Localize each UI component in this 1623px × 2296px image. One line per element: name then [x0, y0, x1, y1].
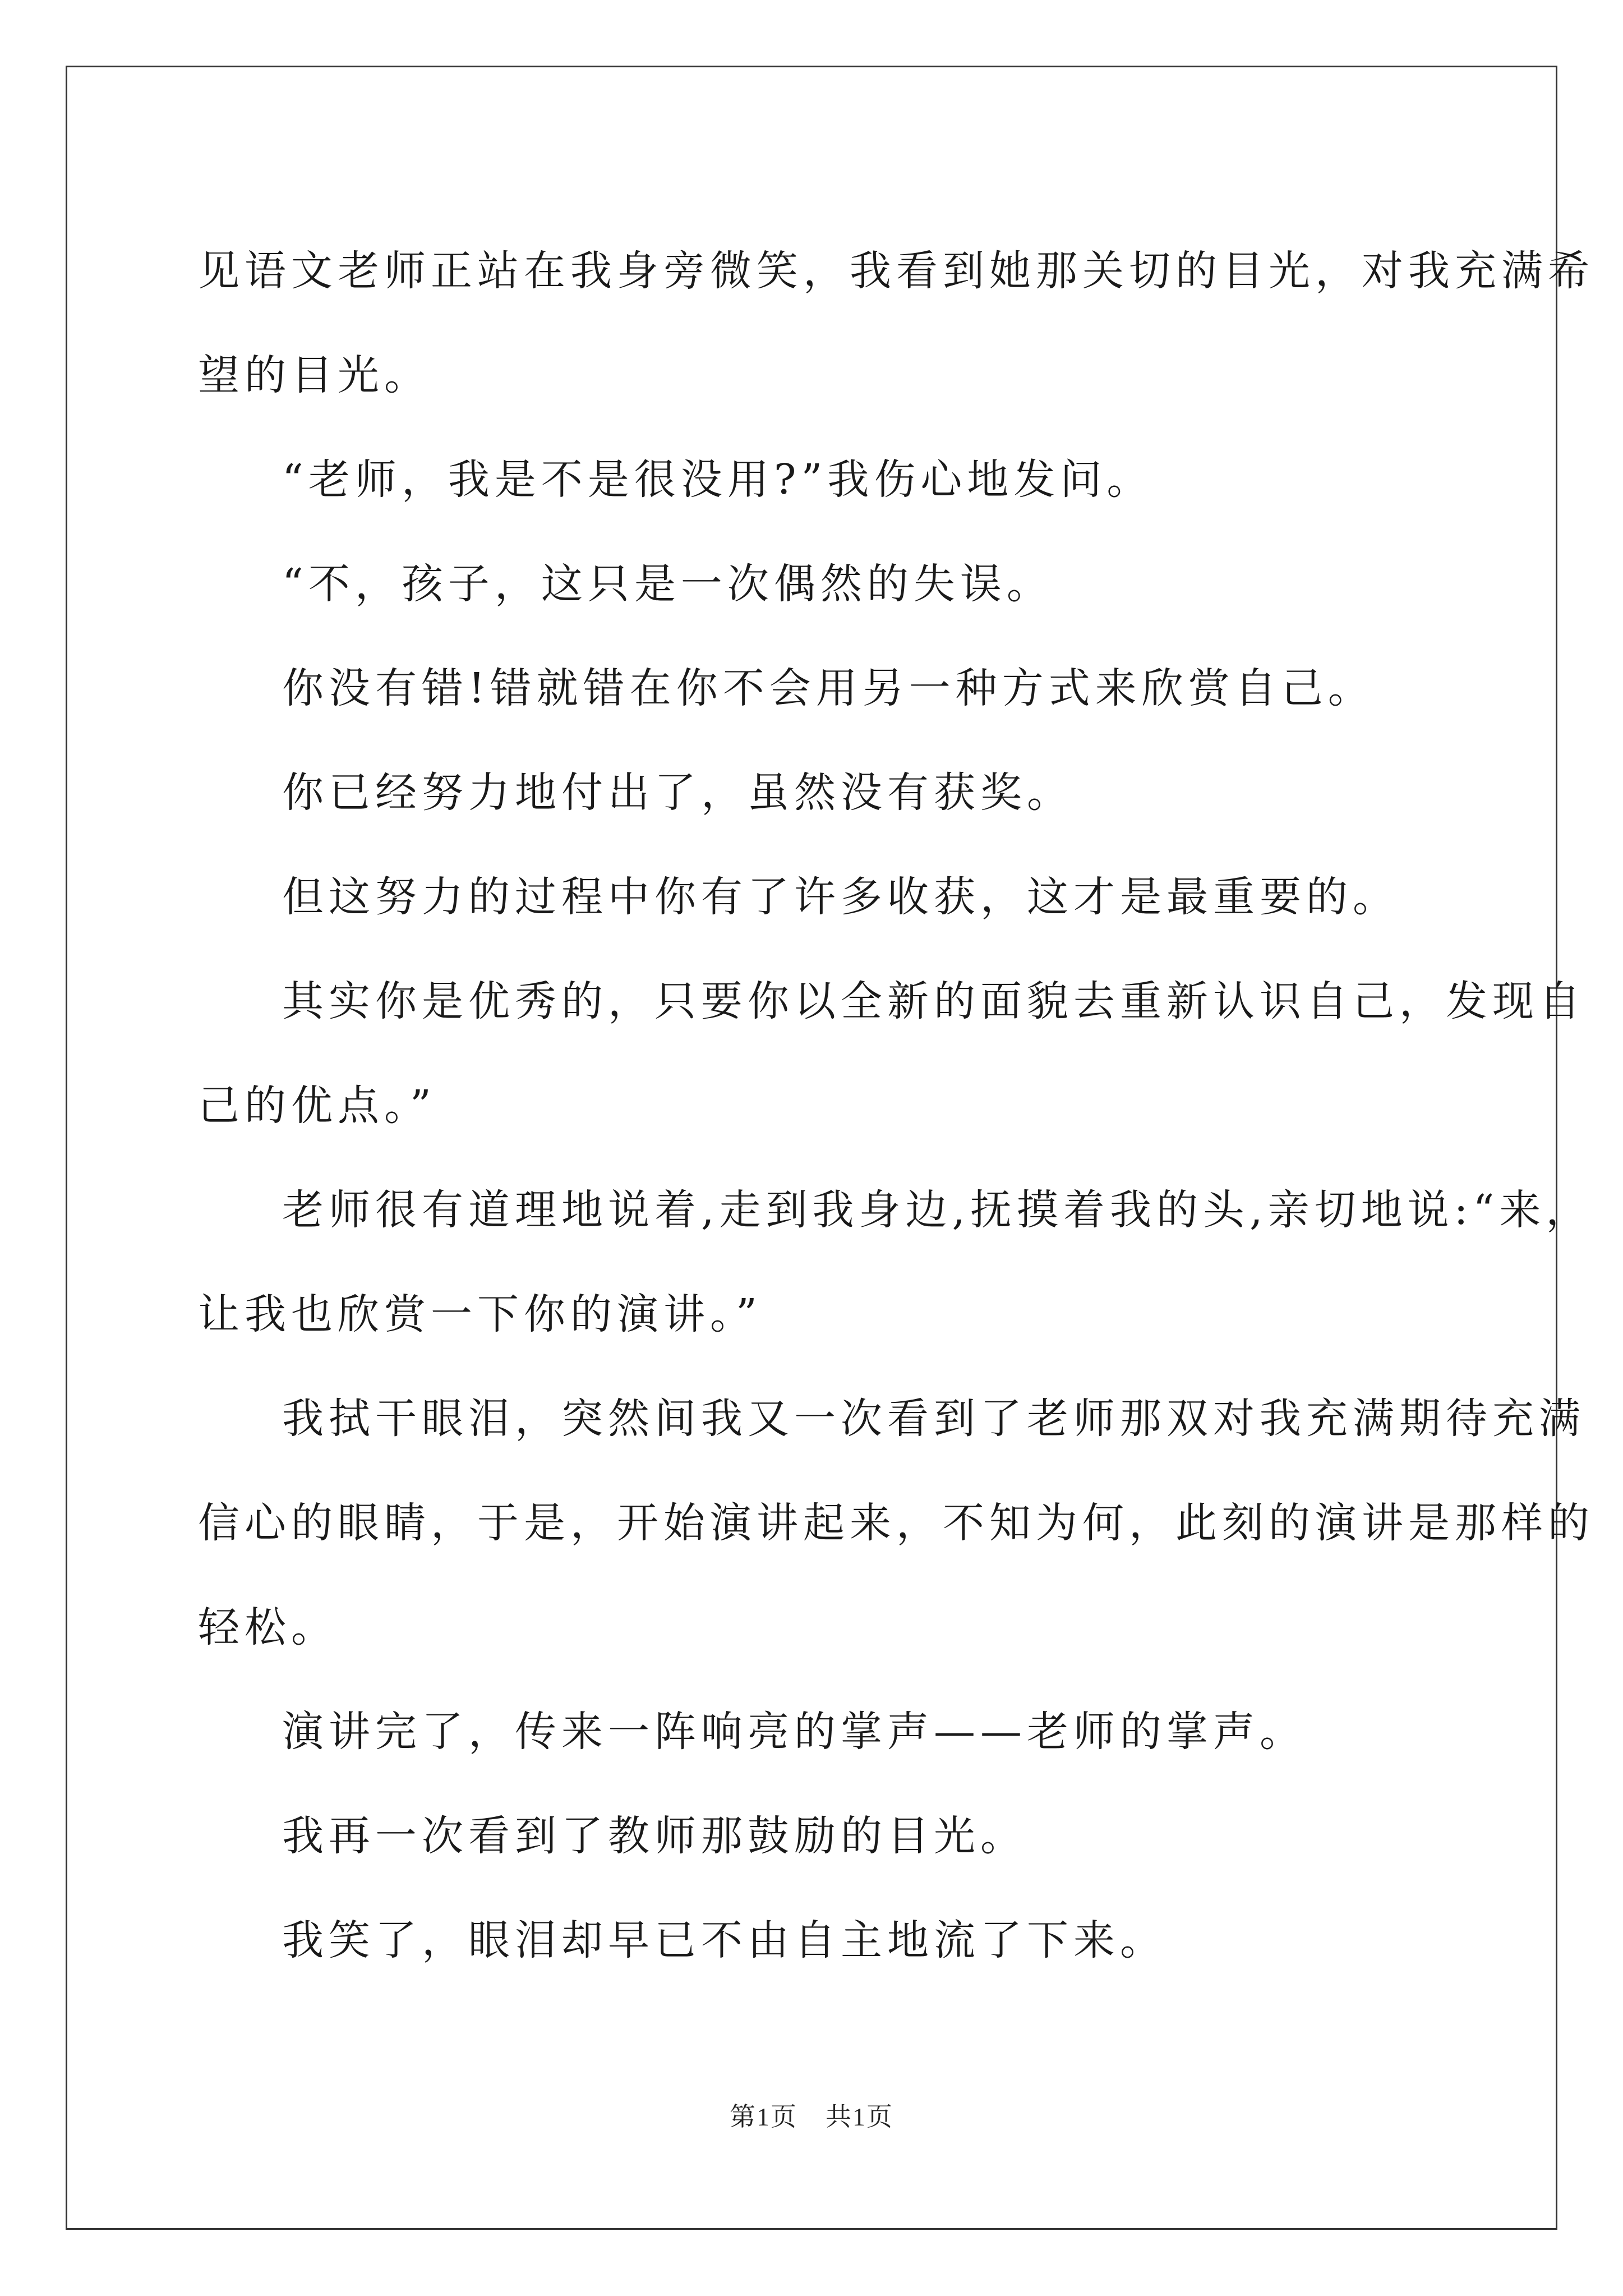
paragraph: 己的优点。” — [198, 1082, 436, 1130]
page-footer — [0, 2096, 1623, 2133]
paragraph: “不，孩子，这只是一次偶然的失误。 — [282, 560, 1053, 608]
paragraph: 你已经努力地付出了，虽然没有获奖。 — [282, 769, 1073, 817]
paragraph: 其实你是优秀的，只要你以全新的面貌去重新认识自己，发现自 — [282, 977, 1585, 1025]
page-number: 第1页 — [730, 2102, 797, 2131]
paragraph: 老师很有道理地说着,走到我身边,抚摸着我的头,亲切地说:“来， — [282, 1186, 1593, 1234]
paragraph: 望的目光。 — [198, 351, 431, 399]
paragraph: 我拭干眼泪，突然间我又一次看到了老师那双对我充满期待充满 — [282, 1395, 1585, 1443]
paragraph: 信心的眼睛，于是，开始演讲起来，不知为何，此刻的演讲是那样的 — [198, 1499, 1594, 1547]
paragraph: 你没有错!错就错在你不会用另一种方式来欣赏自己。 — [282, 664, 1375, 712]
paragraph: 演讲完了，传来一阵响亮的掌声——老师的掌声。 — [282, 1708, 1306, 1756]
document-body — [198, 219, 1594, 1993]
paragraph: 轻松。 — [198, 1603, 338, 1651]
paragraph: 我再一次看到了教师那鼓励的目光。 — [282, 1812, 1027, 1860]
page-total: 共1页 — [826, 2102, 893, 2131]
paragraph: 我笑了，眼泪却早已不由自主地流了下来。 — [282, 1916, 1166, 1964]
paragraph: 见语文老师正站在我身旁微笑，我看到她那关切的目光，对我充满希 — [198, 247, 1594, 295]
paragraph: 让我也欣赏一下你的演讲。” — [198, 1290, 762, 1338]
paragraph: “老师，我是不是很没用?”我伤心地发问。 — [282, 455, 1154, 504]
paragraph: 但这努力的过程中你有了许多收获，这才是最重要的。 — [282, 873, 1399, 921]
